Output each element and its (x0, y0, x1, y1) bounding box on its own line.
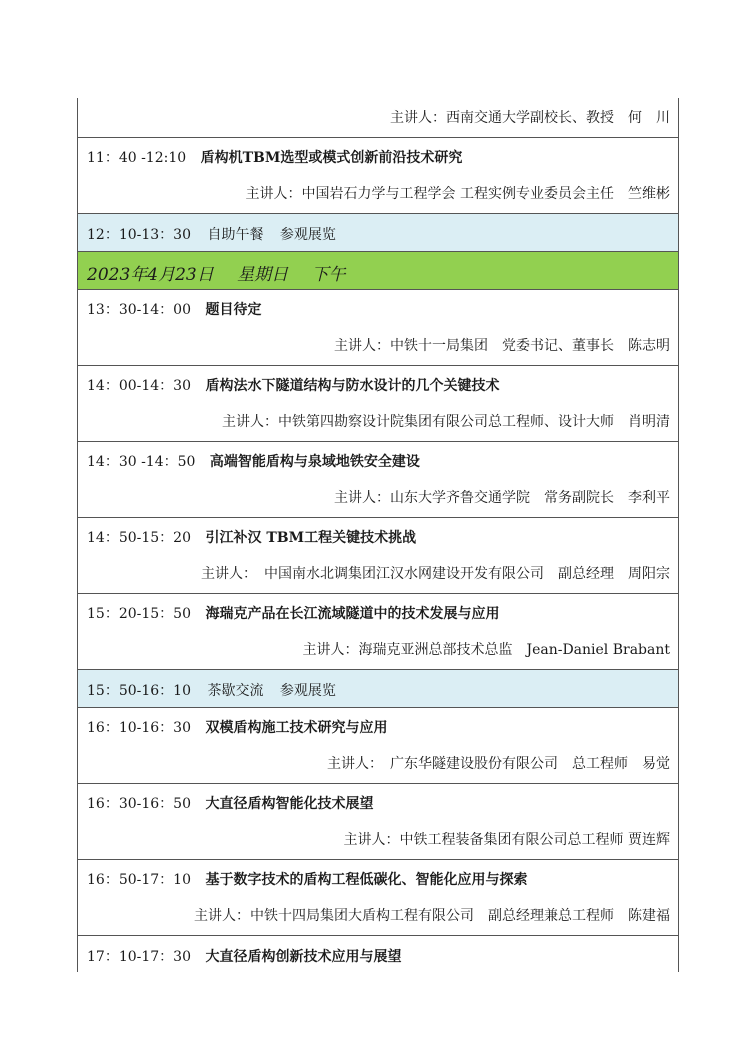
day-weekday: 星期日 (237, 265, 289, 285)
session-time: 14：30 -14：50 (87, 454, 196, 470)
speaker-text: 主讲人：山东大学齐鲁交通学院 常务副院长 李利平 (334, 490, 670, 506)
speaker-text: 主讲人： 中国南水北调集团江汉水网建设开发有限公司 副总经理 周阳宗 (201, 566, 670, 582)
session-time: 16：50-17：10 (87, 872, 191, 888)
lunch-time: 12：10-13：30 (87, 227, 191, 243)
session-row (77, 290, 679, 366)
lunch-row (77, 214, 679, 252)
speaker-text: 主讲人：海瑞克亚洲总部技术总监 Jean-Daniel Brabant (302, 642, 670, 658)
day-date: 2023年4月23日 (87, 265, 214, 285)
session-title: 引江补汉 TBM工程关键技术挑战 (205, 530, 417, 546)
session-row (77, 518, 679, 594)
session-time: 14：00-14：30 (87, 378, 191, 394)
day-header-row (77, 252, 679, 290)
session-row-continued (77, 936, 679, 972)
session-title: 盾构法水下隧道结构与防水设计的几个关键技术 (205, 378, 500, 394)
session-time: 13：30-14：00 (87, 302, 191, 318)
session-time: 11：40 -12:10 (87, 150, 187, 166)
speaker-text: 主讲人：中铁十一局集团 党委书记、董事长 陈志明 (334, 338, 670, 354)
speaker-text: 主讲人： 广东华隧建设股份有限公司 总工程师 易觉 (327, 756, 670, 772)
tea-break-label: 茶歇交流 (207, 683, 264, 699)
lunch-extra: 参观展览 (279, 227, 336, 243)
session-title: 海瑞克产品在长江流域隧道中的技术发展与应用 (205, 606, 500, 622)
session-row (77, 138, 679, 214)
speaker-text: 主讲人：中铁工程装备集团有限公司总工程师 贾连辉 (343, 832, 670, 848)
session-time: 16：30-16：50 (87, 796, 191, 812)
session-time: 17：10-17：30 (87, 949, 191, 965)
session-title: 大直径盾构智能化技术展望 (205, 796, 374, 812)
speaker-text: 主讲人：中铁第四勘察设计院集团有限公司总工程师、设计大师 肖明清 (222, 414, 670, 430)
session-time: 15：20-15：50 (87, 606, 191, 622)
session-row (77, 860, 679, 936)
session-row (77, 366, 679, 442)
tea-break-extra: 参观展览 (279, 683, 336, 699)
speaker-text: 主讲人：中铁十四局集团大盾构工程有限公司 副总经理兼总工程师 陈建福 (194, 908, 670, 924)
lunch-label: 自助午餐 (207, 227, 264, 243)
session-title: 双模盾构施工技术研究与应用 (205, 720, 388, 736)
session-title: 题目待定 (205, 302, 262, 318)
session-row (77, 708, 679, 784)
session-row (77, 442, 679, 518)
session-title: 基于数字技术的盾构工程低碳化、智能化应用与探索 (205, 872, 528, 888)
session-title: 高端智能盾构与泉域地铁安全建设 (209, 454, 420, 470)
day-period: 下午 (311, 265, 346, 285)
session-time: 16：10-16：30 (87, 720, 191, 736)
agenda-table (77, 98, 679, 972)
speaker-text: 主讲人：西南交通大学副校长、教授 何 川 (390, 110, 670, 126)
session-title: 盾构机TBM选型或模式创新前沿技术研究 (200, 150, 463, 166)
speaker-row-continued (77, 98, 679, 138)
session-row (77, 594, 679, 670)
speaker-text: 主讲人：中国岩石力学与工程学会 工程实例专业委员会主任 竺维彬 (245, 186, 670, 202)
tea-break-time: 15：50-16：10 (87, 683, 191, 699)
session-title: 大直径盾构创新技术应用与展望 (205, 949, 402, 965)
tea-break-row (77, 670, 679, 708)
session-row (77, 784, 679, 860)
session-time: 14：50-15：20 (87, 530, 191, 546)
